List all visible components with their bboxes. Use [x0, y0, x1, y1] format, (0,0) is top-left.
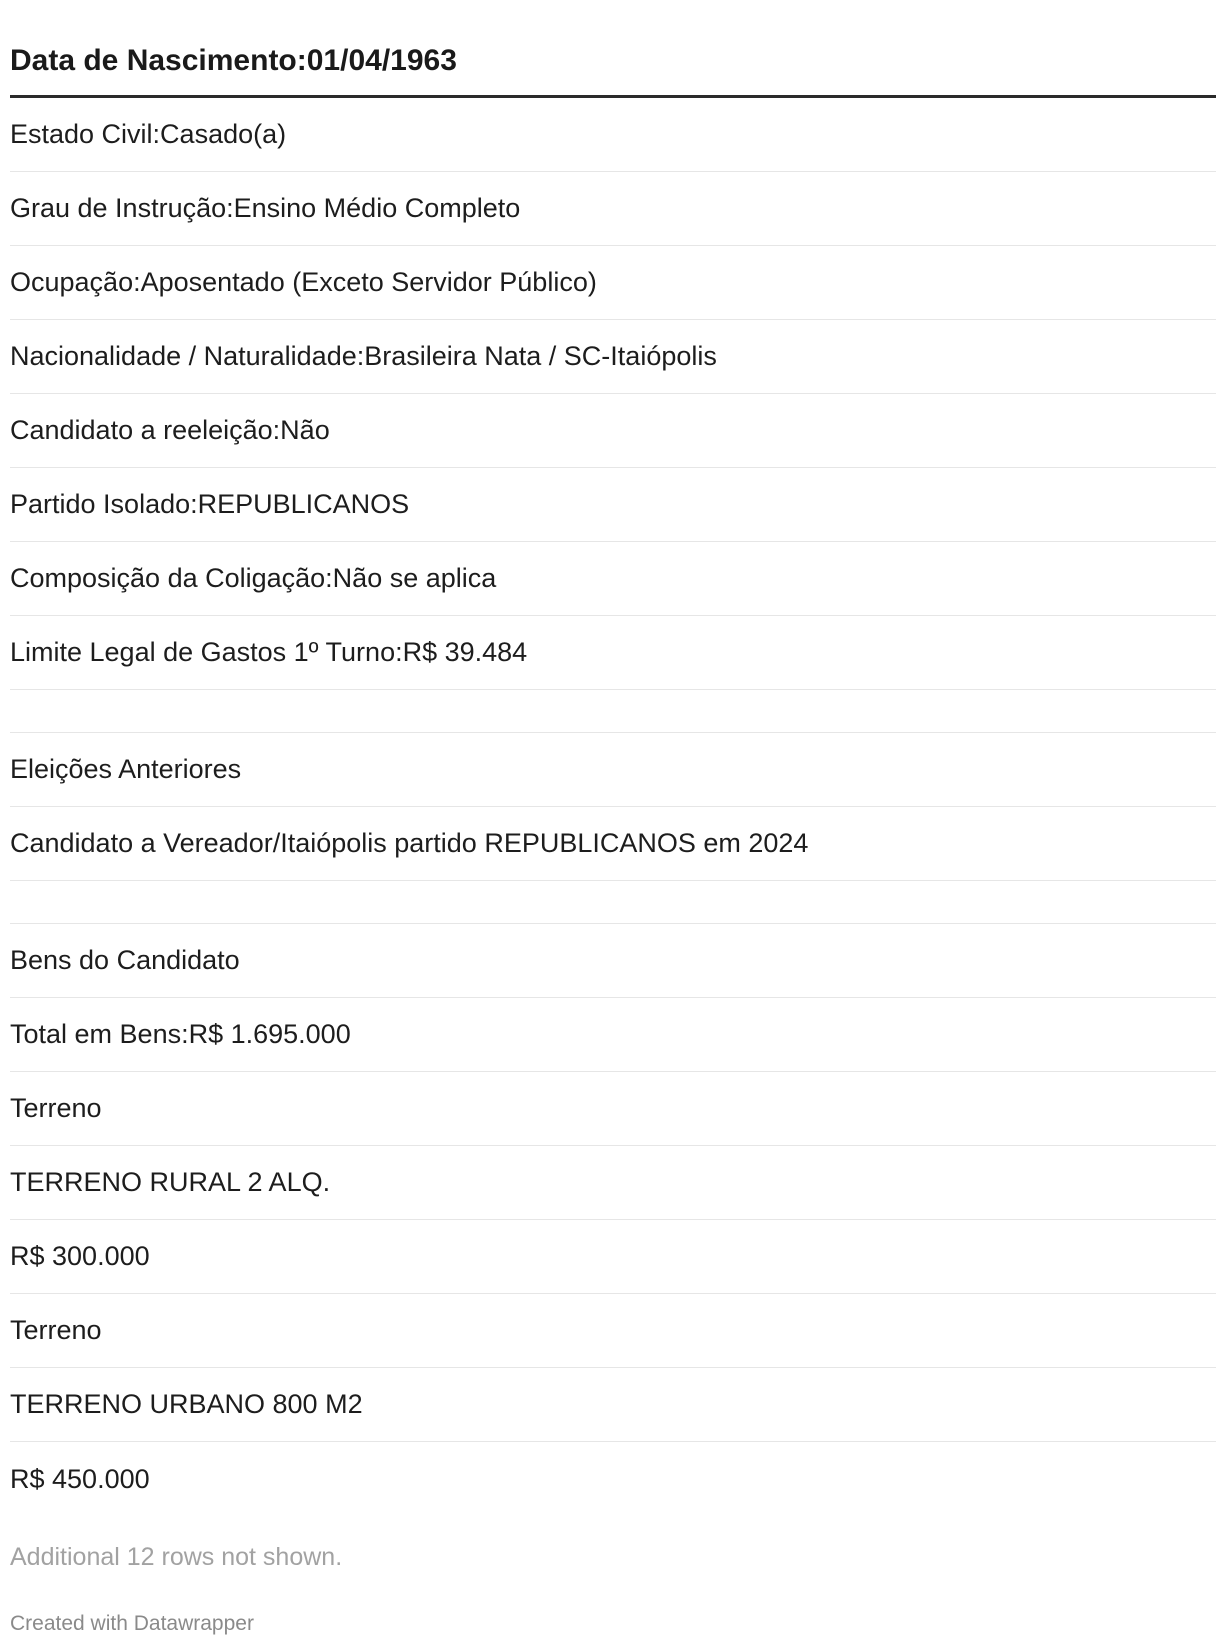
data-table: [10, 0, 1216, 1516]
table-row: Composição da Coligação:Não se aplica: [10, 542, 1216, 616]
table-row: Limite Legal de Gastos 1º Turno:R$ 39.484: [10, 616, 1216, 690]
table-row: Terreno: [10, 1294, 1216, 1368]
table-row: TERRENO RURAL 2 ALQ.: [10, 1146, 1216, 1220]
table-row: Total em Bens:R$ 1.695.000: [10, 998, 1216, 1072]
table-row: R$ 450.000: [10, 1463, 150, 1494]
table-row: Partido Isolado:REPUBLICANOS: [10, 468, 1216, 542]
table-row: Estado Civil:Casado(a): [10, 98, 1216, 172]
table-row: R$ 300.000: [10, 1220, 1216, 1294]
table-row: Grau de Instrução:Ensino Médio Completo: [10, 172, 1216, 246]
table-row-section: Bens do Candidato: [10, 924, 1216, 998]
table-row: Candidato a reeleição:Não: [10, 394, 1216, 468]
table-row: Nacionalidade / Naturalidade:Brasileira Nata / SC-Itaiópolis: [10, 320, 1216, 394]
table-row-empty: [10, 690, 1216, 733]
rows-not-shown-note: Additional 12 rows not shown.: [10, 1543, 343, 1571]
table-row: Candidato a Vereador/Itaiópolis partido REPUBLICANOS em 2024: [10, 807, 1216, 881]
table-header-title: Data de Nascimento:01/04/1963: [10, 44, 457, 77]
table-row: TERRENO URBANO 800 M2: [10, 1368, 1216, 1442]
table-row: Terreno: [10, 1072, 1216, 1146]
table-row: Ocupação:Aposentado (Exceto Servidor Público): [10, 246, 1216, 320]
table-row-empty: [10, 881, 1216, 924]
table-header: [10, 0, 1216, 98]
datawrapper-credit: Created with Datawrapper: [10, 1612, 254, 1635]
table-body: [10, 98, 1216, 1516]
table-row-section: Eleições Anteriores: [10, 733, 1216, 807]
